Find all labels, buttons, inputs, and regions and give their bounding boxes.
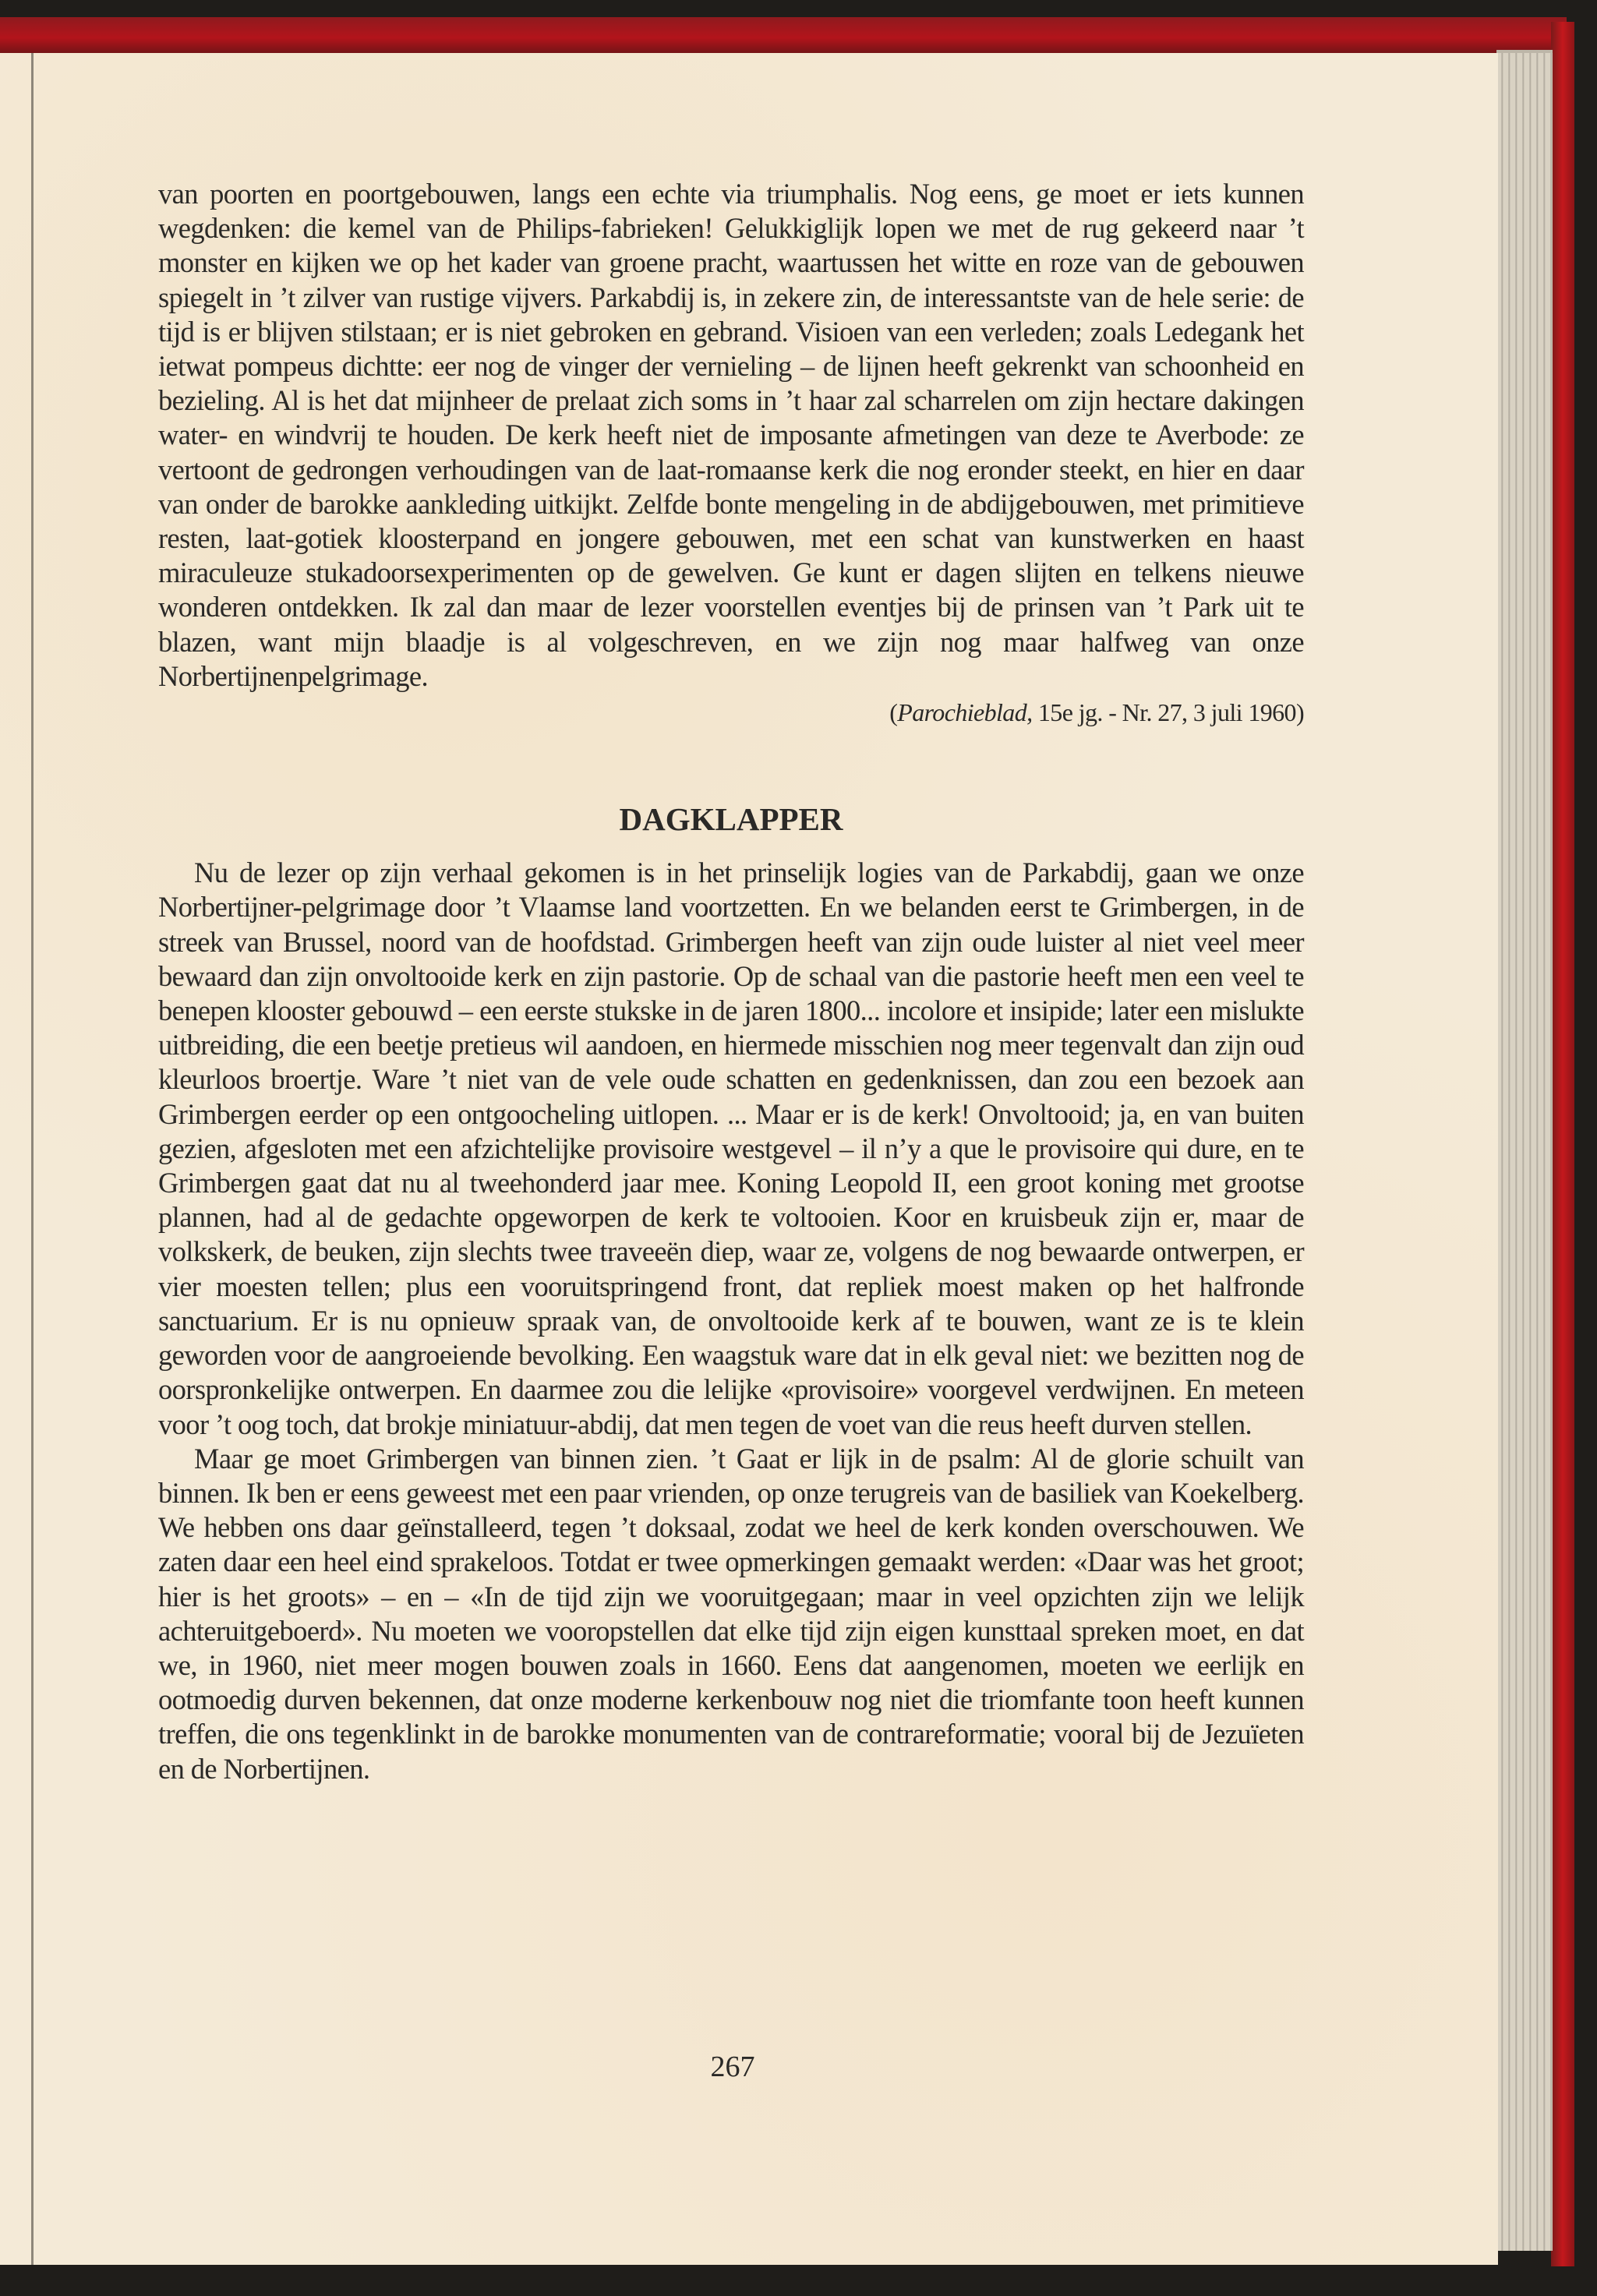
page-number: 267: [710, 2051, 755, 2083]
citation: [158, 695, 1304, 729]
section-heading: DAGKLAPPER: [619, 801, 843, 838]
body-paragraph-1: Nu de lezer op zijn verhaal gekomen is in het prinselijk logies van de Parkabdij, gaan we onze Norbertijner-pelgrimage door ’t Vlaamse land voortzetten. En we belanden eerst te Grimbergen, in de streek van Brussel, noord van de hoofdstad. Grimbergen heeft van zijn oude luister al niet veel meer bewaard dan zijn onvoltooide kerk en zijn pastorie. Op de schaal van die pastorie heeft men een veel te benepen klooster gebouwd – een eerste stukske in de jaren 1800... incolore et insipide; later een mislukte uitbreiding, die een beetje pretieus wil aandoen, en hiermede misschien nog meer tegenvalt dan zijn oud kleurloos broertje. Ware ’t niet van de vele oude schatten en gedenknissen, dan zou een bezoek aan Grimbergen eerder op een ontgoocheling uitlopen. ... Maar er is de kerk! Onvoltooid; ja, en van buiten gezien, afgesloten met een afzichtelijke provisoire westgevel – il n’y a que le provisoire qui dure, en te Grimbergen gaat dat nu al tweehonderd jaar mee. Koning Leopold II, een groot koning met grootse plannen, had al de gedachte opgeworpen de kerk te voltooien. Koor en kruisbeuk zijn er, maar de volkskerk, de beuken, zijn slechts twee traveeën diep, waar ze, volgens de nog bewaarde ontwerpen, er vier moesten tellen; plus een vooruitspringend front, dat repliek moest maken op het halfronde sanctuarium. Er is nu opnieuw spraak van, de onvoltooide kerk af te bouwen, want ze is te klein geworden voor de aangroeiende bevolking. Een waagstuk ware dat in elk geval niet: we bezitten nog de oorspronkelijke ontwerpen. En daarmee zou die lelijke «provisoire» voorgevel verdwijnen. En meteen voor ’t oog toch, dat brokje miniatuur-abdij, dat men tegen de voet van die reus heeft durven stellen.: [158, 857, 1304, 1440]
citation-source: Parochieblad,: [897, 698, 1033, 727]
citation-close: ): [1295, 698, 1304, 727]
continuation-paragraph: van poorten en poortgebouwen, langs een echte via triumphalis. Nog eens, ge moet er iets kunnen wegdenken: die kemel van de Philips-fabrieken! Gelukkiglijk lopen we met de rug gekeerd naar ’t monster en kijken we op het kader van groene pracht, waartussen het witte en roze van de gebouwen spiegelt in ’t zilver van rustige vijvers. Parkabdij is, in zekere zin, de interessantste van de hele serie: de tijd is er blijven stilstaan; er is niet gebroken en gebrand. Visioen van een verleden; zoals Ledegank het ietwat pompeus dichtte: eer nog de vinger der vernieling – de lijnen heeft gekrenkt van schoonheid en bezieling. Al is het dat mijnheer de prelaat zich soms in ’t haar zal scharrelen om zijn hectare dakingen water- en windvrij te houden. De kerk heeft niet de imposante afmetingen van deze te Averbode: ze vertoont de gedrongen verhoudingen van de laat-romaanse kerk die nog eronder steekt, en hier en daar van onder de barokke aankleding uitkijkt. Zelfde bonte mengeling in de abdijgebouwen, met primitieve resten, laat-gotiek kloosterpand en jongere gebouwen, met een schat van kunstwerken en haast miraculeuze stukadoorsexperimenten op de gewelven. Ge kunt er dagen slijten en telkens nieuwe wonderen ontdekken. Ik zal dan maar de lezer voorstellen eventjes bij de prinsen van ’t Park uit te blazen, want mijn blaadje is al volgeschreven, en we zijn nog maar halfweg van onze Norbertijnenpelgrimage.: [158, 178, 1304, 692]
book-cover-top-edge: [0, 17, 1567, 55]
body-paragraph-2: Maar ge moet Grimbergen van binnen zien. ’t Gaat er lijk in de psalm: Al de glorie schuilt van binnen. Ik ben er eens geweest met een paar vrienden, op onze terugreis van de basiliek van Koekelberg. We hebben ons daar geïnstalleerd, tegen ’t doksaal, zodat we heel de kerk konden overschouwen. We zaten daar een heel eind sprakeloos. Totdat er twee opmerkingen gemaakt werden: «Daar was het groot; hier is het groots» – en – «In de tijd zijn we vooruitgegaan; maar in veel opzichten zijn we lelijk achteruitgeboerd». Nu moeten we vooropstellen dat elke tijd zijn eigen kunsttaal spreken moet, en dat we, in 1960, niet meer mogen bouwen zoals in 1660. Eens dat aangenomen, moeten we eerlijk en ootmoedig durven bekennen, dat onze moderne kerkenbouw nog niet die triomfante toon heeft kunnen treffen, die ons tegenklinkt in de barokke monumenten van de contrareformatie; vooral bij de Jezuïeten en de Norbertijnen.: [158, 1442, 1304, 1785]
page-stack-edges: [1496, 50, 1553, 2251]
citation-open: (: [889, 698, 898, 727]
book-cover-right-edge: [1551, 22, 1574, 2266]
citation-details: 15e jg. - Nr. 27, 3 juli 1960: [1032, 698, 1296, 727]
page-gutter-line: [31, 53, 34, 2265]
page-text: [158, 177, 1304, 1786]
